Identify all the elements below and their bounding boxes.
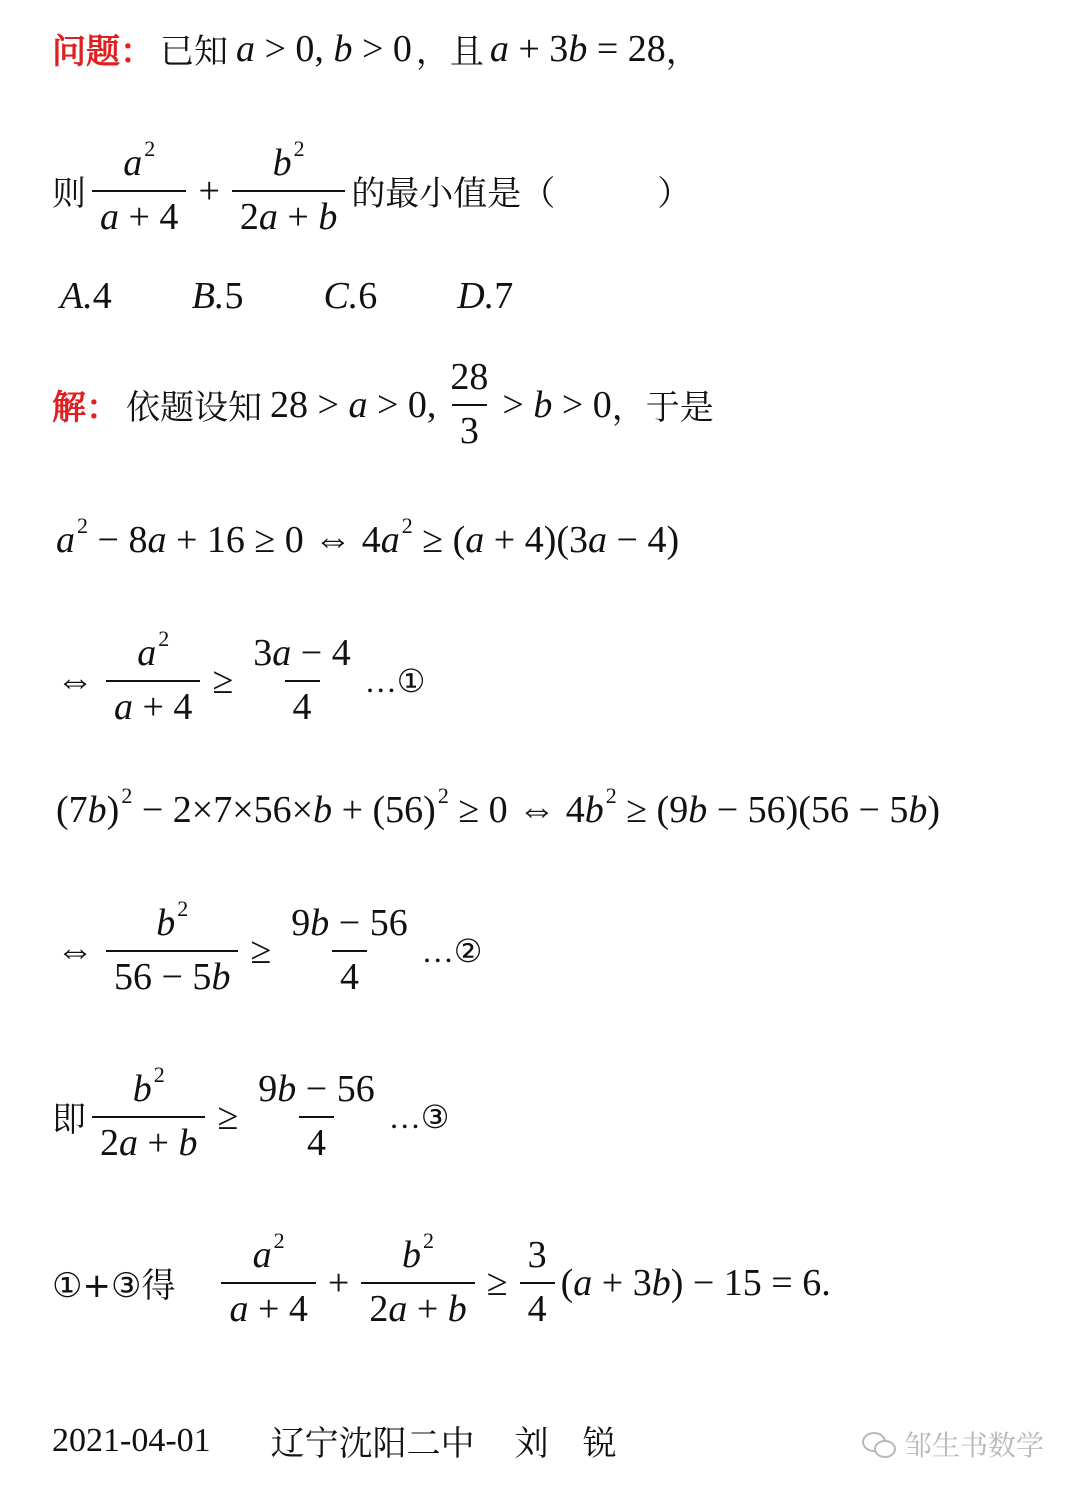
fraction-b2-over-56-minus-5b: $\frac{b^2}{56 - 5b}$ <box>106 900 238 1001</box>
wechat-icon <box>862 1430 896 1458</box>
fraction-3a-minus-4-over-4: $\frac{3a - 4}{4}$ <box>245 630 358 731</box>
problem-expression: 则 $\frac{a^2}{a + 4}$ + $\frac{b^2}{2a + b}$ 的最小值是（ ） <box>52 140 691 241</box>
problem-then: 则 <box>52 174 86 214</box>
step-1: $a^2 - 8a + 16 \ge 0$ ⇔ $4a^2 \ge (a + 4)(3a - 4)$ <box>56 513 680 561</box>
choice-a: A.4 <box>60 275 112 317</box>
step-4-inequality-2: ⇔ $\frac{b^2}{56 - 5b}$ ≥ $\frac{9b - 56}{4}$ …② <box>56 900 482 1001</box>
footer <box>52 1416 617 1465</box>
fraction-3-over-4: $\frac{3}{4}$ <box>520 1232 555 1333</box>
iff-symbol: ⇔ <box>313 519 352 561</box>
step-3: $(7b)^2 - 2\times 7\times 56\times b + (56)^2 \ge 0$ ⇔ $4b^2 \ge (9b - 56)(56 - 5b)$ <box>56 783 941 831</box>
marker-1: …① <box>364 662 426 699</box>
range-a: 28 > a > 0, <box>270 383 437 426</box>
fraction-b2-over-2a-plus-b: $\frac{b^2}{2a + b}$ <box>232 140 345 241</box>
choice-b: B.5 <box>191 275 244 317</box>
fraction-a2-over-a-plus-4: $\frac{a^2}{a + 4}$ <box>221 1232 315 1333</box>
problem-tail: 的最小值是（ ） <box>351 174 692 214</box>
problem-condition-sum: a + 3b = 28 <box>489 27 666 70</box>
range-b: > b > 0 <box>502 383 612 426</box>
watermark-text: 邹生书数学 <box>903 1429 1044 1462</box>
answer-choices <box>60 274 593 318</box>
problem-comma: ， <box>665 32 700 72</box>
choice-c: C.6 <box>323 275 378 317</box>
footer-date: 2021-04-01 <box>52 1421 211 1459</box>
fraction-b2-over-2a-plus-b: $\frac{b^2}{2a + b}$ <box>92 1066 205 1167</box>
fraction-a2-over-a-plus-4: $\frac{a^2}{a + 4}$ <box>106 630 200 731</box>
solution-then: ，于是 <box>611 388 714 428</box>
final-result: ①+③得 $\frac{a^2}{a + 4}$ + $\frac{b^2}{2a + b}$ ≥ $\frac{3}{4}$ (a + 3b) − 15 = 6. <box>52 1232 831 1333</box>
fraction-9b-minus-56-over-4: $\frac{9b - 56}{4}$ <box>250 1066 382 1167</box>
step-2-inequality-1: ⇔ $\frac{a^2}{a + 4}$ ≥ $\frac{3a - 4}{4}$ …① <box>56 630 425 731</box>
problem-intro: 已知 <box>160 32 228 72</box>
choice-d: D.7 <box>457 275 514 317</box>
ji-text: 即 <box>52 1100 86 1140</box>
step-5-inequality-3: 即 $\frac{b^2}{2a + b}$ ≥ $\frac{9b - 56}{4}$ …③ <box>52 1066 449 1167</box>
problem-label: 问题： <box>52 32 154 72</box>
solution-label: 解： <box>52 388 120 428</box>
marker-2: …② <box>421 932 483 969</box>
problem-condition-positive: a > 0, b > 0 <box>236 27 412 70</box>
footer-school: 辽宁沈阳二中 <box>270 1424 475 1464</box>
fraction-9b-minus-56-over-4: $\frac{9b - 56}{4}$ <box>283 900 415 1001</box>
watermark <box>862 1424 1044 1464</box>
solution-intro-text: 依题设知 <box>126 388 262 428</box>
final-value: (a + 3b) − 15 = 6. <box>560 1261 831 1304</box>
fraction-a2-over-a-plus-4: $\frac{a^2}{a + 4}$ <box>92 140 186 241</box>
final-prefix: ①+③得 <box>52 1266 176 1306</box>
solution-intro <box>52 354 714 455</box>
marker-3: …③ <box>388 1098 450 1135</box>
footer-author: 刘 锐 <box>514 1424 617 1464</box>
problem-and: ，且 <box>415 32 484 72</box>
fraction-28-over-3: $\frac{28}{3}$ <box>442 354 496 455</box>
problem-statement <box>52 24 700 73</box>
fraction-b2-over-2a-plus-b: $\frac{b^2}{2a + b}$ <box>361 1232 474 1333</box>
